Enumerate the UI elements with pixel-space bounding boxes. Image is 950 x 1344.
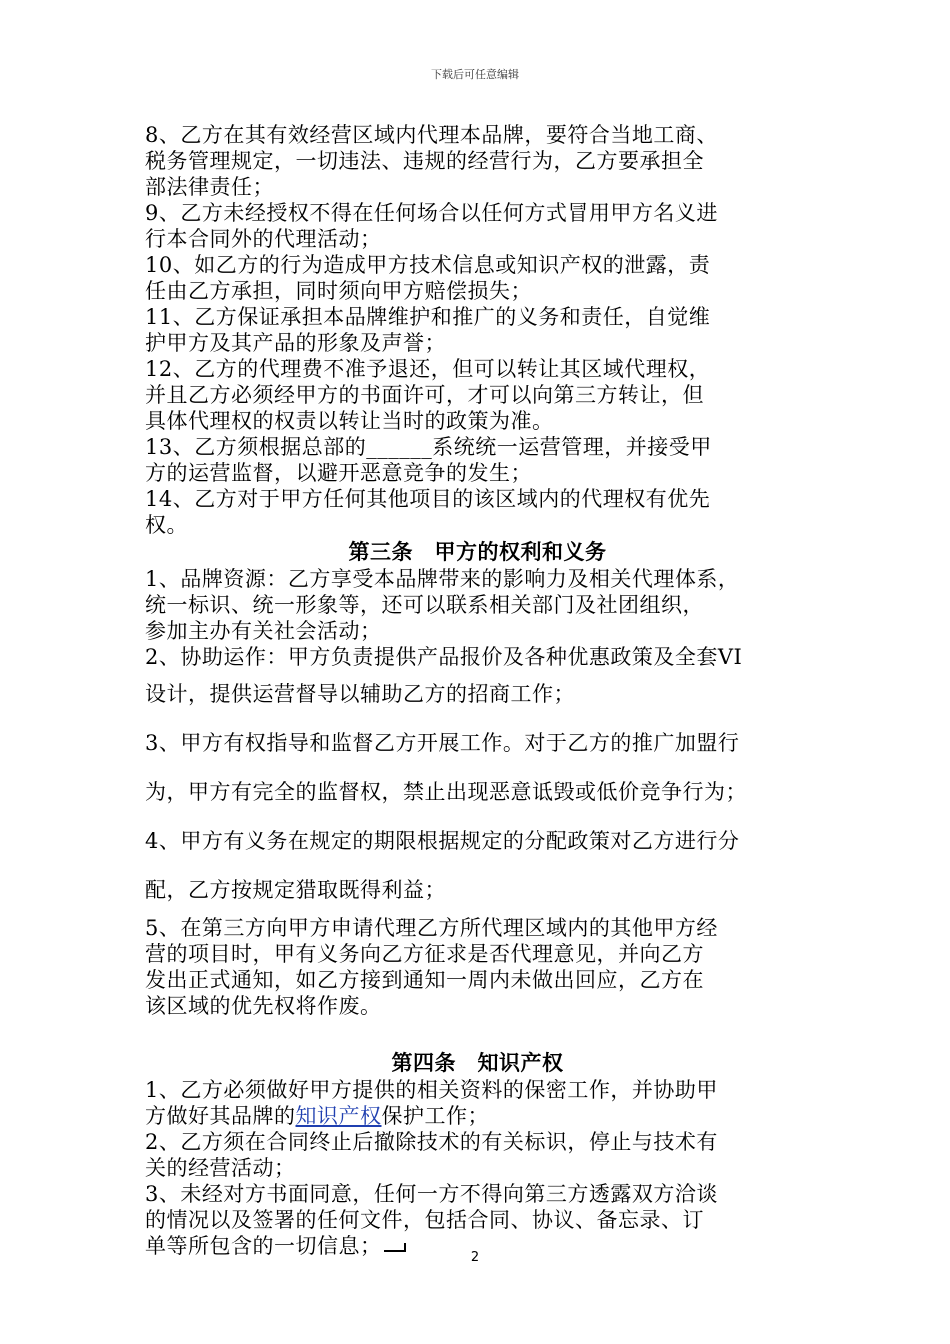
text-line: 13、乙方须根据总部的______系统统一运营管理，并接受甲 xyxy=(145,435,712,459)
text-line: 1、乙方必须做好甲方提供的相关资料的保密工作，并协助甲 xyxy=(145,1078,718,1102)
text-line: 配，乙方按规定猎取既得利益； xyxy=(145,878,446,902)
section-three-title: 第三条 甲方的权利和义务 xyxy=(348,540,607,564)
section-gap xyxy=(145,1019,810,1049)
text-fragment: 保护工作； xyxy=(381,1104,489,1128)
clause-list-party-b xyxy=(145,122,810,538)
text-line: 税务管理规定，一切违法、违规的经营行为，乙方要承担全 xyxy=(145,149,704,173)
text-line: 发出正式通知，如乙方接到通知一周内未做出回应，乙方在 xyxy=(145,968,704,992)
text-line: 设计，提供运营督导以辅助乙方的招商工作； xyxy=(145,682,575,706)
text-line-with-link xyxy=(145,1103,810,1129)
text-line: 1、品牌资源：乙方享受本品牌带来的影响力及相关代理体系， xyxy=(145,567,740,591)
text-line: 5、在第三方向甲方申请代理乙方所代理区域内的其他甲方经 xyxy=(145,916,718,940)
page-number: 2 xyxy=(470,1250,480,1265)
text-line: 参加主办有关社会活动； xyxy=(145,619,382,643)
text-line: 3、未经对方书面同意，任何一方不得向第三方透露双方洽谈 xyxy=(145,1182,718,1206)
document-body xyxy=(145,122,810,1259)
text-line: 任由乙方承担，同时须向甲方赔偿损失； xyxy=(145,279,532,303)
section-four-title: 第四条 知识产权 xyxy=(391,1051,564,1075)
text-line: 的情况以及签署的任何文件，包括合同、协议、备忘录、订 xyxy=(145,1208,704,1232)
text-line: 部法律责任； xyxy=(145,175,274,199)
text-line: 该区域的优先权将作废。 xyxy=(145,994,382,1018)
page-header: 下载后可任意编辑 xyxy=(431,68,519,81)
text-line: 权。 xyxy=(145,513,188,537)
text-line: 12、乙方的代理费不准予退还，但可以转让其区域代理权， xyxy=(145,357,711,381)
text-line: 3、甲方有权指导和监督乙方开展工作。对于乙方的推广加盟行 xyxy=(145,731,740,755)
intellectual-property-link[interactable]: 知识产权 xyxy=(295,1104,382,1128)
text-line: 11、乙方保证承担本品牌维护和推广的义务和责任，自觉维 xyxy=(145,305,711,329)
text-line: 9、乙方未经授权不得在任何场合以任何方式冒用甲方名义进 xyxy=(145,201,718,225)
text-fragment: 方做好其品牌的 xyxy=(145,1104,296,1128)
clause-list-party-a xyxy=(145,566,810,1019)
text-line: 关的经营活动； xyxy=(145,1156,296,1180)
text-line: 8、乙方在其有效经营区域内代理本品牌，要符合当地工商、 xyxy=(145,123,718,147)
text-line: 营的项目时，甲有义务向乙方征求是否代理意见，并向乙方 xyxy=(145,942,704,966)
text-fragment: 单等所包含的一切信息； xyxy=(145,1234,382,1258)
text-line: 2、协助运作：甲方负责提供产品报价及各种优惠政策及全套VI xyxy=(145,645,743,669)
text-line: 具体代理权的权责以转让当时的政策为准。 xyxy=(145,409,554,433)
text-line: 方的运营监督，以避开恶意竞争的发生； xyxy=(145,461,532,485)
text-line: 行本合同外的代理活动； xyxy=(145,227,382,251)
text-line: 4、甲方有义务在规定的期限根据规定的分配政策对乙方进行分 xyxy=(145,829,740,853)
text-line: 2、乙方须在合同终止后撤除技术的有关标识，停止与技术有 xyxy=(145,1130,718,1154)
text-line: 并且乙方必须经甲方的书面许可，才可以向第三方转让，但 xyxy=(145,383,704,407)
text-line: 为，甲方有完全的监督权，禁止出现恶意诋毁或低价竞争行为； xyxy=(145,780,747,804)
text-line: 10、如乙方的行为造成甲方技术信息或知识产权的泄露，责 xyxy=(145,253,711,277)
text-line: 14、乙方对于甲方任何其他项目的该区域内的代理权有优先 xyxy=(145,487,711,511)
text-line: 统一标识、统一形象等，还可以联系相关部门及社团组织， xyxy=(145,593,704,617)
text-line: 护甲方及其产品的形象及声誉； xyxy=(145,331,446,355)
clause-list-ip xyxy=(145,1077,810,1259)
